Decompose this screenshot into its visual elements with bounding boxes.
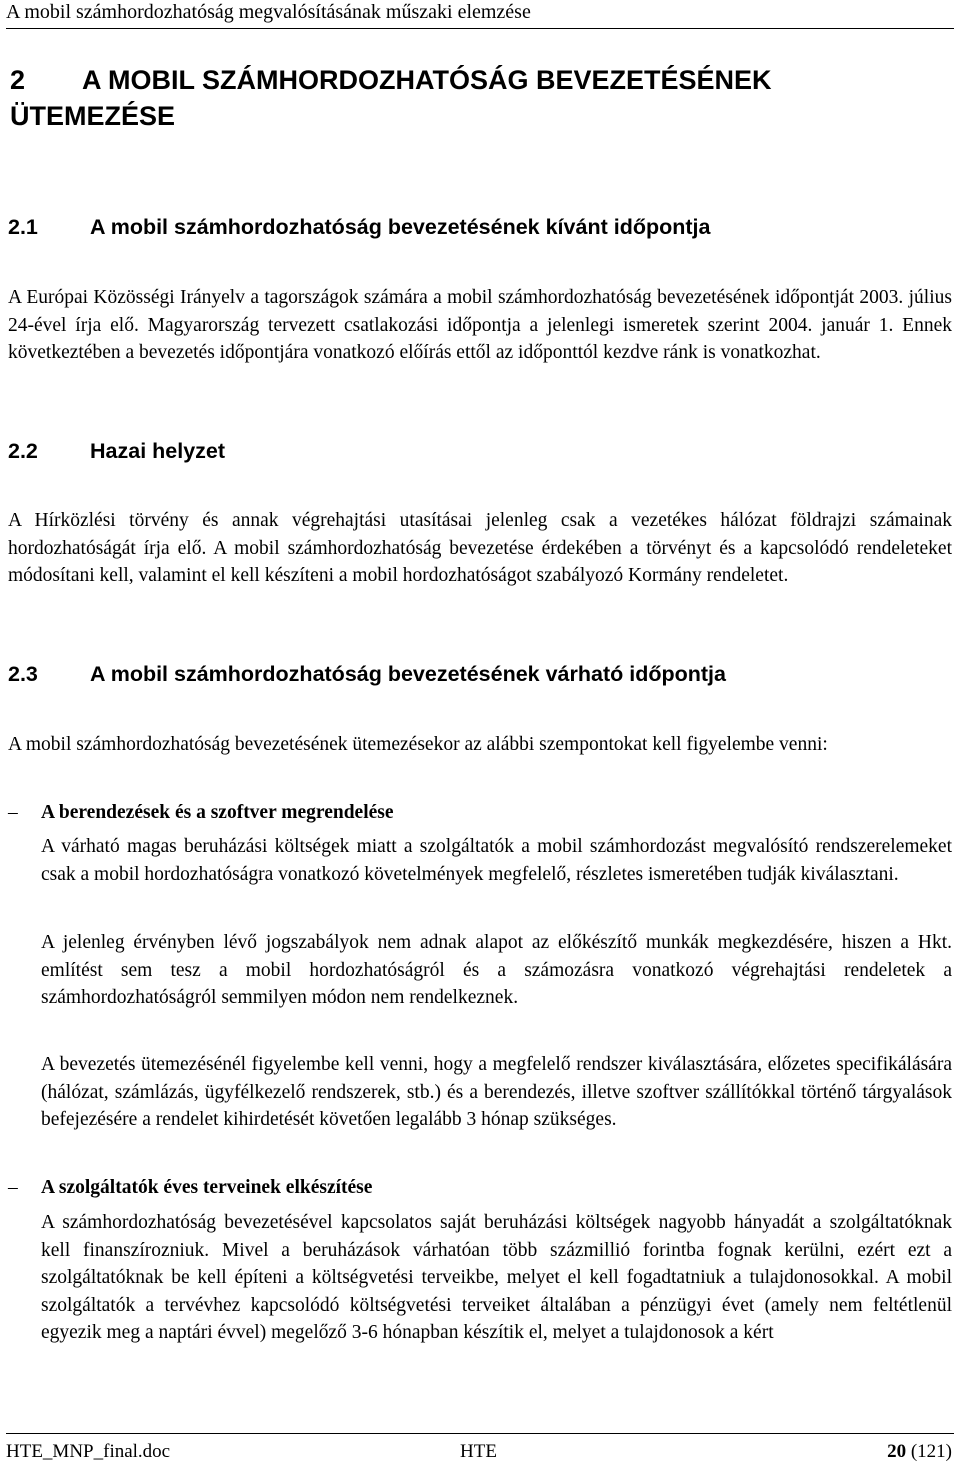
section-heading-2-1: [8, 213, 710, 241]
section-title: A mobil számhordozhatóság bevezetésének várható időpontja: [90, 662, 726, 686]
paragraph: A számhordozhatóság bevezetésével kapcsolatos saját beruházási költségek nagyobb hányadát a szolgáltatóknak kell finanszírozniuk. Mivel a beruházások várhatóan több százmillió forintba fognak kerülni, ezért ezt a szolgáltatóknak be kell építeni a költségvetési terveikbe, melyet el kell fogadtatniuk a tulajdonosokkal. A mobil szolgáltatók a tervévhez kapcsolódó költségvetési terveiket általában a pénzügyi évet (amely nem feltétlenül egyezik meg a naptári évvel) megelőző 3-6 hónapban készítik el, melyet a tulajdonosok a kért: [41, 1212, 952, 1343]
footer-organization: HTE: [460, 1441, 497, 1462]
section-title: Hazai helyzet: [90, 439, 226, 463]
footer-page-number: [887, 1440, 952, 1464]
chapter-title-line1: A MOBIL SZÁMHORDOZHATÓSÁG BEVEZETÉSÉNEK: [82, 65, 772, 95]
dash-marker: –: [8, 802, 18, 823]
running-header: [6, 0, 954, 29]
paragraph: A várható magas beruházási költségek miatt a szolgáltatók a mobil számhordozást megvalósító rendszerelemeket csak a mobil hordozhatóságra vonatkozó követelmények megfelelő, részletes ismeretében tudják kiválasztani.: [41, 836, 952, 885]
paragraph: A jelenleg érvényben lévő jogszabályok nem adnak alapot az előkészítő munkák megkezdésére, hiszen a Hkt. említést sem tesz a mobil hordozhatóságról és a számozásra vonatkozó végrehajtási rendeletek a számhordozhatóságról semmilyen módon nem rendelkeznek.: [41, 932, 952, 1008]
chapter-heading: [10, 62, 910, 134]
running-header-title: A mobil számhordozhatóság megvalósításának műszaki elemzése: [6, 1, 531, 23]
page-footer: [6, 1433, 954, 1466]
bullet-title-text: A berendezések és a szoftver megrendelése: [41, 802, 394, 823]
footer-filename: HTE_MNP_final.doc: [6, 1441, 171, 1462]
paragraph: A bevezetés ütemezésénél figyelembe kell venni, hogy a megfelelő rendszer kiválasztására, előzetes specifikálására (hálózat, számlázás, ügyfélkezelő rendszerek, stb.) és a berendezés, illetve szoftver szállítókkal történő tárgyalások befejezésére a rendelet kihirdetését követően legalább 3 hónap szükséges.: [41, 1054, 952, 1130]
section-title: A mobil számhordozhatóság bevezetésének kívánt időpontja: [90, 215, 711, 239]
chapter-title-line2: ÜTEMEZÉSE: [10, 101, 176, 131]
page-number: 20: [887, 1441, 907, 1462]
section-number: 2.3: [8, 662, 38, 686]
section-heading-2-2: [8, 437, 225, 465]
chapter-number: 2: [10, 65, 26, 95]
page-total: (121): [910, 1441, 952, 1462]
bullet-item-title: [8, 1174, 952, 1202]
bullet-item-title: [8, 799, 952, 827]
paragraph: A mobil számhordozhatóság bevezetésének ütemezésekor az alábbi szempontokat kell figyelembe venni:: [8, 734, 828, 755]
section-number: 2.1: [8, 215, 38, 239]
dash-marker: –: [8, 1177, 18, 1198]
paragraph: A Európai Közösségi Irányelv a tagországok számára a mobil számhordozhatóság bevezetésének időpontját 2003. július 24-ével írja elő. Magyarország tervezett csatlakozási időpontja a jelenlegi ismeretek szerint 2004. január 1. Ennek következtében a bevezetés időpontjára vonatkozó előírás ettől az időponttól kezdve ránk is vonatkozhat.: [8, 287, 952, 363]
section-heading-2-3: [8, 660, 726, 688]
bullet-title-text: A szolgáltatók éves terveinek elkészítése: [41, 1177, 373, 1198]
section-number: 2.2: [8, 439, 38, 463]
paragraph: A Hírközlési törvény és annak végrehajtási utasításai jelenleg csak a vezetékes hálózat földrajzi számainak hordozhatóságát írja elő. A mobil számhordozhatóság bevezetése érdekében a törvényt és a kapcsolódó rendeleteket módosítani kell, valamint el kell készíteni a mobil hordozhatóságot szabályozó Kormány rendeletet.: [8, 510, 952, 586]
